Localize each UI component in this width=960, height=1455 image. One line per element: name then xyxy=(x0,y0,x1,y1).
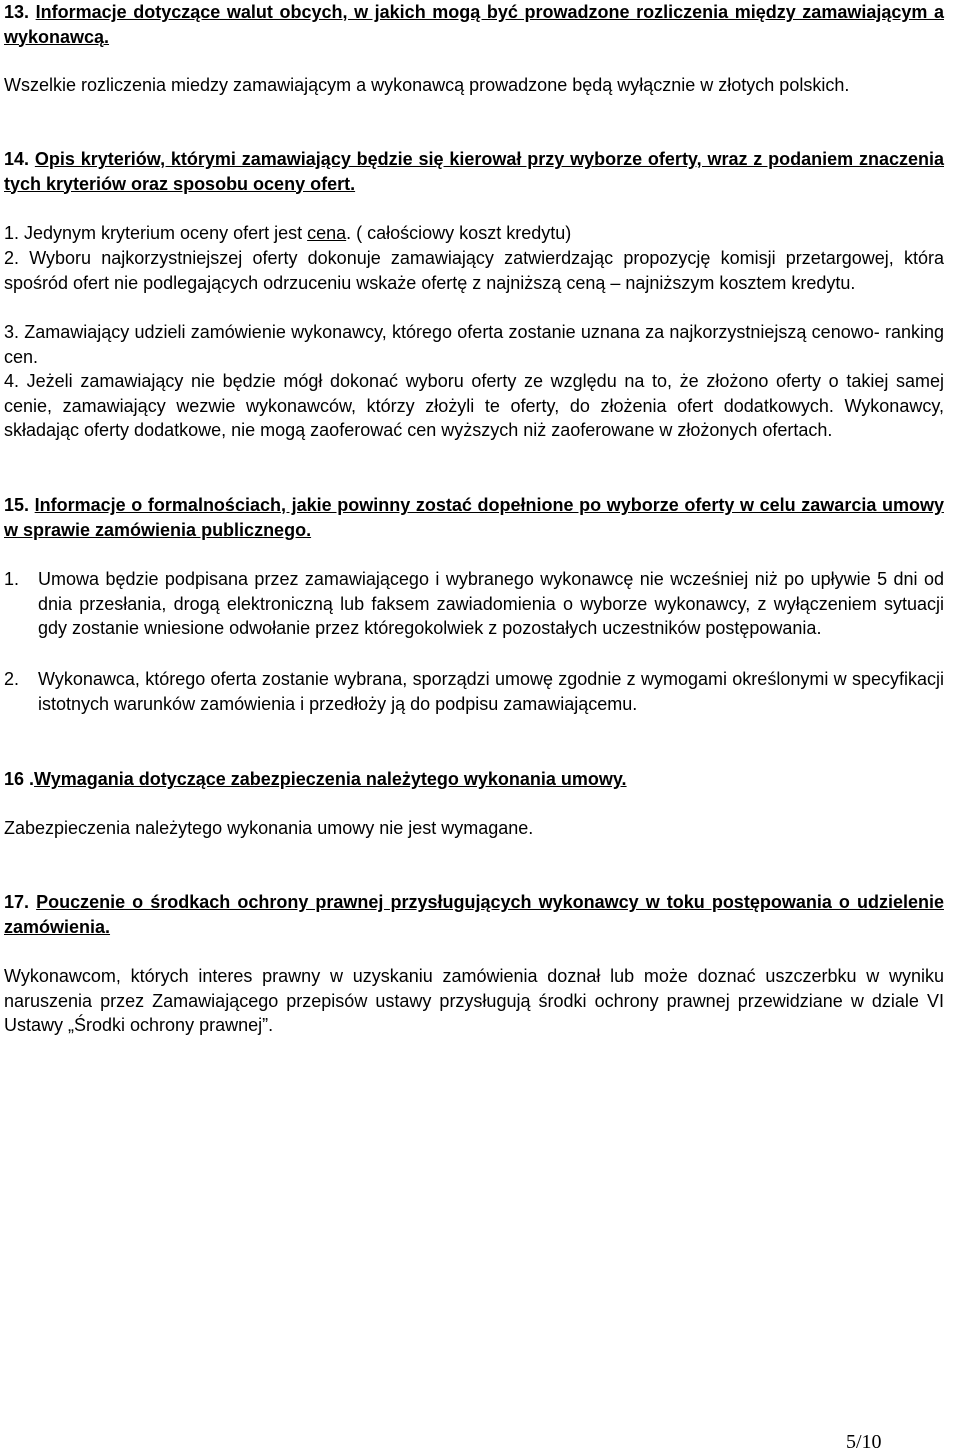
point-1-text: 1. Jedynym kryterium oceny ofert jest xyxy=(4,223,308,243)
point-1-note: . ( całościowy koszt kredytu) xyxy=(346,223,572,243)
section-15-heading xyxy=(4,493,944,542)
section-13-body: Wszelkie rozliczenia miedzy zamawiającym a wykonawcą prowadzone będą wyłącznie w złotych polskich. xyxy=(4,75,850,95)
section-17-number: 17. xyxy=(4,892,30,912)
section-16-number: 16 . xyxy=(4,769,35,789)
section-13-title: Informacje dotyczące walut obcych, w jakich mogą być prowadzone rozliczenia między zamawiającym a wykonawcą. xyxy=(4,2,944,47)
item-number: 2. xyxy=(4,669,20,689)
section-14-number: 14. xyxy=(4,149,30,169)
section-13-heading xyxy=(4,0,944,49)
section-14-point-4: 4. Jeżeli zamawiający nie będzie mógł dokonać wyboru oferty ze względu na to, że złożono oferty o takiej samej cenie, zamawiający wezwie wykonawców, którzy złożyli te oferty, do złożenia ofert dodatkowych. Wykonawcy, składając oferty dodatkowe, nie mogą zaoferować cen wyższych niż zaoferowane w złożonych ofertach. xyxy=(4,371,944,440)
section-15-item-2 xyxy=(4,667,944,716)
item-number: 1. xyxy=(4,569,20,589)
point-1-criterion: cena xyxy=(307,223,347,243)
section-17-title: Pouczenie o środkach ochrony prawnej przysługujących wykonawcy w toku postępowania o udzielenie zamówienia. xyxy=(4,892,944,937)
section-17-body: Wykonawcom, których interes prawny w uzyskaniu zamówienia doznał lub może doznać uszczerbku w wyniku naruszenia przez Zamawiającego przepisów ustawy przysługują środki ochrony prawnej przewidziane w dziale VI Ustawy „Środki ochrony prawnej”. xyxy=(4,966,944,1035)
section-15-item-1 xyxy=(4,567,944,641)
section-14-point-2: 2. Wyboru najkorzystniejszej oferty dokonuje zamawiający zatwierdzając propozycję komisji przetargowej, która spośród ofert nie podlegających odrzuceniu wskaże ofertę z najniższą ceną – najniższym kosztem kredytu. xyxy=(4,248,944,293)
section-13-number: 13. xyxy=(4,2,30,22)
section-15-number: 15. xyxy=(4,495,30,515)
page-number: 5/10 xyxy=(846,1431,882,1453)
section-14-heading xyxy=(4,147,944,196)
item-text: Umowa będzie podpisana przez zamawiającego i wybranego wykonawcę nie wcześniej niż po upływie 5 dni od dnia przesłania, drogą elektroniczną lub faksem zawiadomienia o wyborze wykonawcy, z wyłączeniem sytuacji gdy zostanie wniesione odwołanie przez któregokolwiek z pozostałych uczestników postępowania. xyxy=(38,569,944,638)
section-14-title: Opis kryteriów, którymi zamawiający będzie się kierował przy wyborze oferty, wraz z podaniem znaczenia tych kryteriów oraz sposobu oceny ofert. xyxy=(4,149,944,194)
section-14-point-1 xyxy=(4,221,944,246)
section-16-body: Zabezpieczenia należytego wykonania umowy nie jest wymagane. xyxy=(4,818,534,838)
section-16-heading xyxy=(4,767,944,792)
section-17-heading xyxy=(4,890,944,939)
section-16-title: Wymagania dotyczące zabezpieczenia należytego wykonania umowy. xyxy=(34,769,627,789)
section-14-point-3: 3. Zamawiający udzieli zamówienie wykonawcy, którego oferta zostanie uznana za najkorzystniejszą cenowo- ranking cen. xyxy=(4,322,944,367)
item-text: Wykonawca, którego oferta zostanie wybrana, sporządzi umowę zgodnie z wymogami określonymi w specyfikacji istotnych warunków zamówienia i przedłoży ją do podpisu zamawiającemu. xyxy=(38,669,944,714)
section-15-title: Informacje o formalnościach, jakie powinny zostać dopełnione po wyborze oferty w celu zawarcia umowy w sprawie zamówienia publicznego. xyxy=(4,495,944,540)
